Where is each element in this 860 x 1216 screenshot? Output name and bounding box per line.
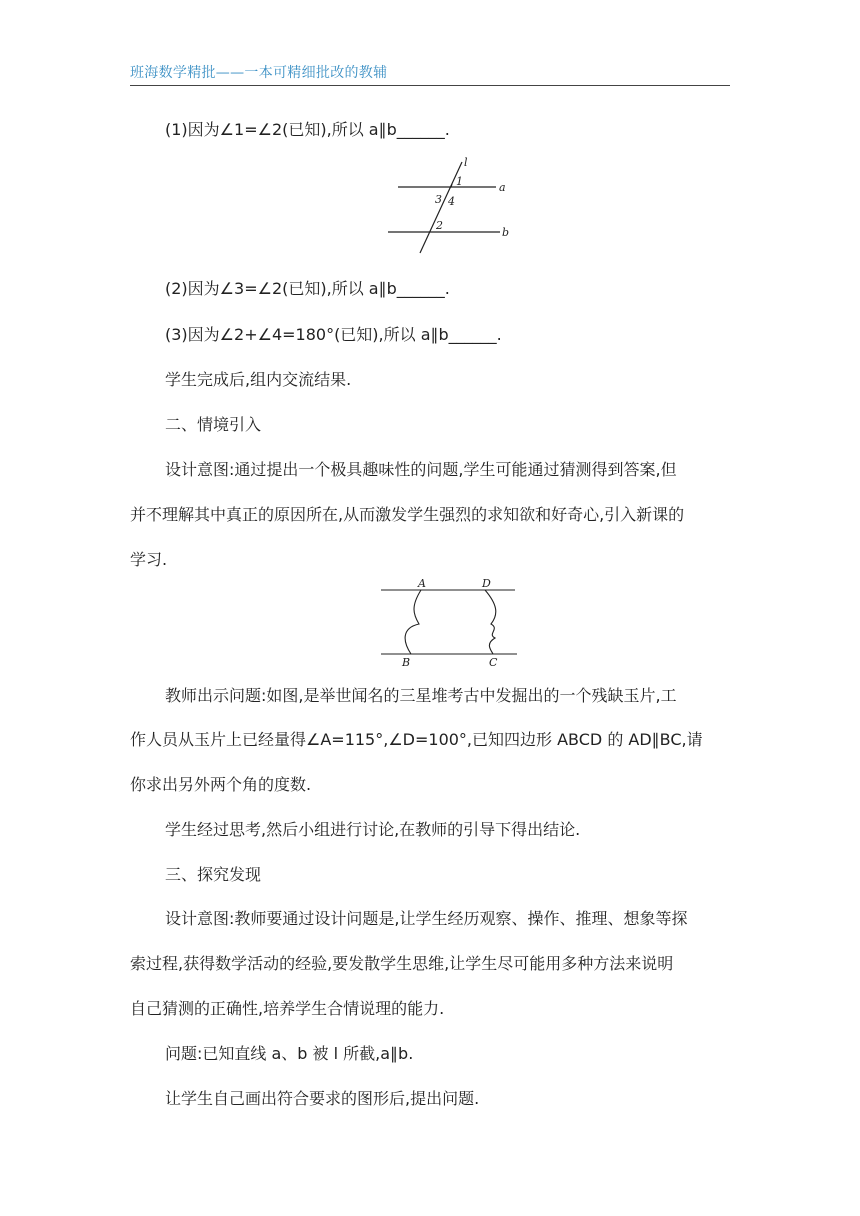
label-2: 2 — [436, 219, 443, 232]
header-title: 班海数学精批——一本可精细批改的教辅 — [130, 65, 388, 81]
label-a: a — [499, 181, 506, 194]
parallel-lines-figure — [380, 156, 520, 256]
section-2-heading: 二、情境引入 — [165, 415, 262, 434]
sec3-intent-line-3: 自己猜测的正确性,培养学生合情说理的能力. — [130, 999, 445, 1018]
label-3: 3 — [435, 193, 442, 206]
exchange-text: 学生完成后,组内交流结果. — [165, 370, 352, 389]
question-text: 问题:已知直线 a、b 被 l 所截,a∥b. — [165, 1044, 414, 1063]
problem-line-1: 教师出示问题:如图,是举世闻名的三星堆考古中发掘出的一个残缺玉片,工 — [165, 686, 677, 705]
edge-ab — [405, 590, 421, 654]
label-1: 1 — [456, 175, 463, 188]
label-A: A — [418, 577, 426, 590]
question-1: (1)因为∠1=∠2(已知),所以 a∥b______. — [165, 120, 450, 139]
label-l: l — [464, 156, 468, 169]
sec2-intent-line-1: 设计意图:通过提出一个极具趣味性的问题,学生可能通过猜测得到答案,但 — [165, 460, 677, 479]
sec3-intent-line-1: 设计意图:教师要通过设计问题是,让学生经历观察、操作、推理、想象等探 — [165, 909, 688, 928]
sec3-intent-line-2: 索过程,获得数学活动的经验,要发散学生思维,让学生尽可能用多种方法来说明 — [130, 954, 674, 973]
page-header — [130, 58, 730, 86]
problem-line-2: 作人员从玉片上已经量得∠A=115°,∠D=100°,已知四边形 ABCD 的 AD∥BC,请 — [130, 730, 703, 749]
label-B: B — [402, 656, 411, 669]
problem-line-3: 你求出另外两个角的度数. — [130, 775, 312, 794]
label-b: b — [502, 226, 510, 239]
jade-piece-figure — [375, 574, 525, 670]
draw-text: 让学生自己画出符合要求的图形后,提出问题. — [165, 1089, 480, 1108]
section-3-heading: 三、探究发现 — [165, 865, 262, 884]
edge-dc — [485, 590, 496, 654]
label-4: 4 — [448, 195, 455, 208]
question-3: (3)因为∠2+∠4=180°(已知),所以 a∥b______. — [165, 325, 502, 344]
label-D: D — [482, 577, 491, 590]
discuss-text: 学生经过思考,然后小组进行讨论,在教师的引导下得出结论. — [165, 820, 581, 839]
label-C: C — [489, 656, 498, 669]
sec2-intent-line-2: 并不理解其中真正的原因所在,从而激发学生强烈的求知欲和好奇心,引入新课的 — [130, 505, 685, 524]
sec2-intent-line-3: 学习. — [130, 550, 168, 569]
question-2: (2)因为∠3=∠2(已知),所以 a∥b______. — [165, 279, 450, 298]
